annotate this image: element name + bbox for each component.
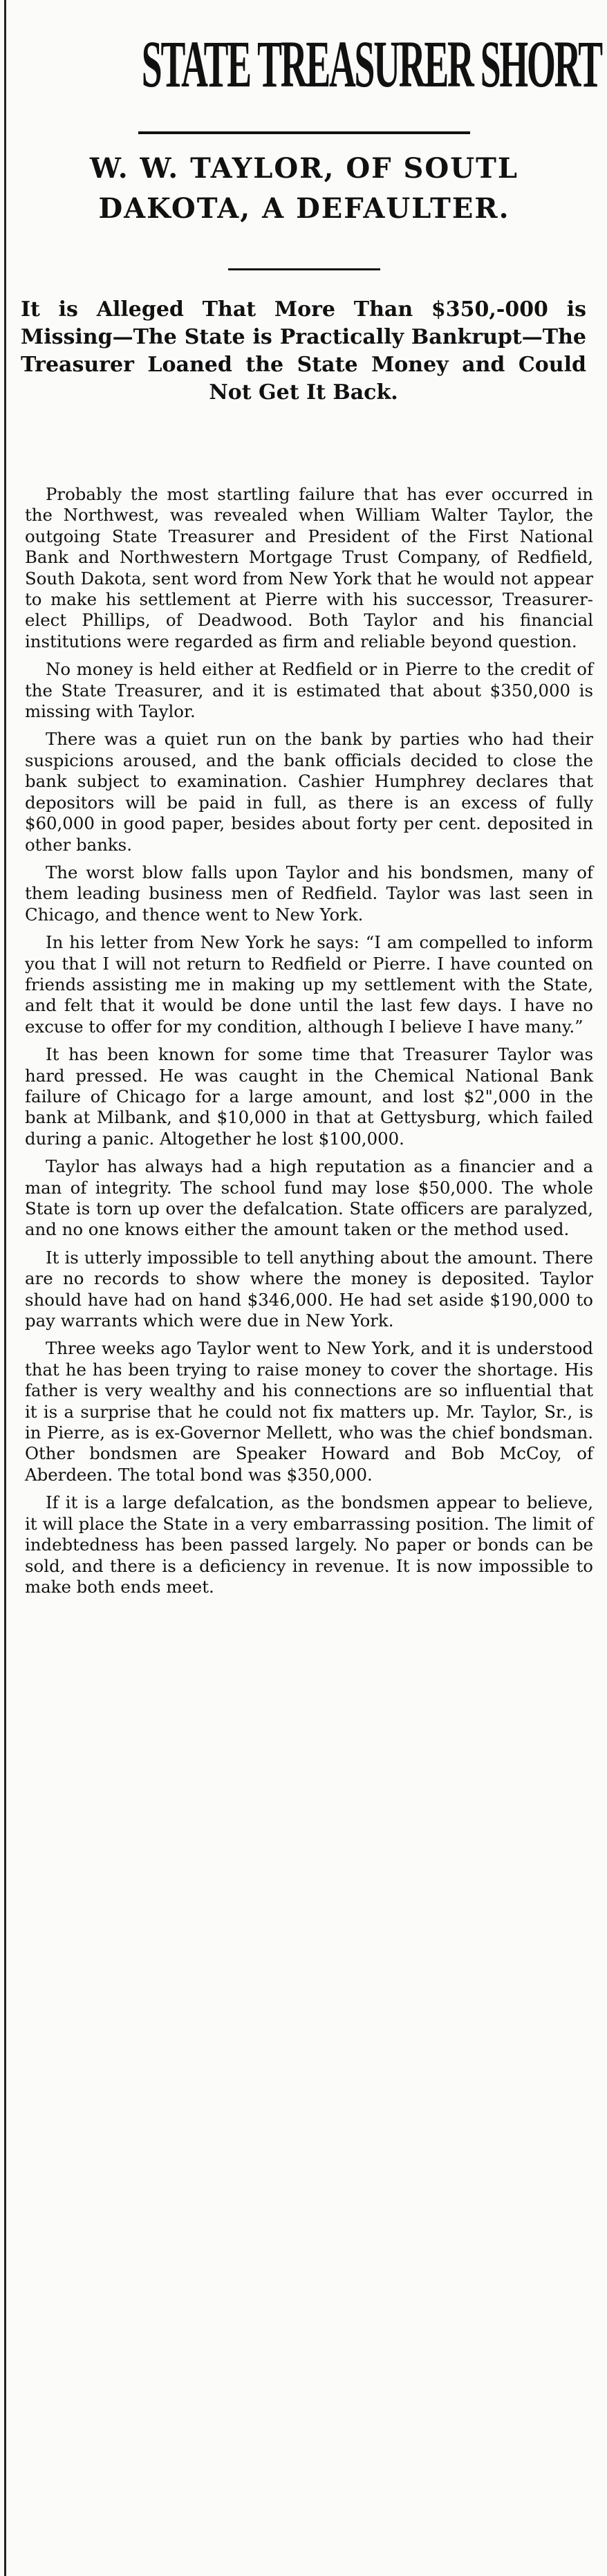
deck-summary: It is Alleged That More Than $350,-000 is Missing—The State is Practically Bankrupt—The Treasurer Loaned the State Money and Could Not Get It Back. bbox=[21, 297, 586, 405]
paragraph: It is utterly impossible to tell anything about the amount. There are no records to show where the money is deposited. Taylor should have had on hand $346,000. He had set aside $190,000 to pay warrants which were due in New York. bbox=[25, 1247, 593, 1331]
paragraph: In his letter from New York he says: “I am compelled to inform you that I will not return to Redfield or Pierre. I have counted on friends assisting me in making up my settlement with the State, and felt that it would be done until the last few days. I have no excuse to offer for my condition, although I believe I have many.” bbox=[25, 932, 593, 1037]
paragraph: The worst blow falls upon Taylor and his bondsmen, many of them leading business men of Redfield. Taylor was last seen in Chicago, and thence went to New York. bbox=[25, 862, 593, 925]
divider-rule bbox=[138, 131, 470, 134]
column-rule bbox=[4, 0, 6, 2576]
article-body bbox=[25, 484, 593, 1604]
paragraph: No money is held either at Redfield or in Pierre to the credit of the State Treasurer, and it is estimated that about $350,000 is missing with Taylor. bbox=[25, 659, 593, 722]
paragraph: Taylor has always had a high reputation as a financier and a man of integrity. The school fund may lose $50,000. The whole State is torn up over the defalcation. State officers are paralyzed, and no one knows either the amount taken or the method used. bbox=[25, 1156, 593, 1240]
divider-rule bbox=[228, 268, 380, 270]
paragraph: If it is a large defalcation, as the bondsmen appear to believe, it will place the State in a very embarrassing position. The limit of indebtedness has been passed largely. No paper or bonds can be sold, and there is a deficiency in revenue. It is now impossible to make both ends meet. bbox=[25, 1492, 593, 1597]
headline: STATE TREASURER SHORT bbox=[141, 27, 601, 101]
subheadline bbox=[21, 149, 588, 229]
subheadline-line-1: W. W. TAYLOR, OF SOUTL bbox=[90, 152, 519, 185]
paragraph: Probably the most startling failure that has ever occurred in the Northwest, was revealed when William Walter Taylor, the outgoing State Treasurer and President of the First National Bank and Northwestern Mortgage Trust Company, of Redfield, South Dakota, sent word from New York that he would not appear to make his settlement at Pierre with his successor, Treasurer-elect Phillips, of Deadwood. Both Taylor and his financial institutions were regarded as firm and reliable beyond question. bbox=[25, 484, 593, 651]
subheadline-line-2: DAKOTA, A DEFAULTER. bbox=[98, 192, 510, 225]
paragraph: There was a quiet run on the bank by parties who had their suspicions aroused, and the bank officials decided to close the bank subject to examination. Cashier Humphrey declares that depositors will be paid in full, as there is an excess of fully $60,000 in good paper, besides about forty per cent. deposited in other banks. bbox=[25, 729, 593, 855]
paragraph: It has been known for some time that Treasurer Taylor was hard pressed. He was caught in the Chemical National Bank failure of Chicago for a large amount, and lost $2",000 in the bank at Milbank, and $10,000 in that at Gettysburg, which failed during a panic. Altogether he lost $100,000. bbox=[25, 1044, 593, 1149]
paragraph: Three weeks ago Taylor went to New York, and it is understood that he has been trying to raise money to cover the shortage. His father is very wealthy and his connections are so influential that it is a surprise that he could not fix matters up. Mr. Taylor, Sr., is in Pierre, as is ex-Governor Mellett, who was the chief bondsman. Other bondsmen are Speaker Howard and Bob McCoy, of Aberdeen. The total bond was $350,000. bbox=[25, 1338, 593, 1485]
